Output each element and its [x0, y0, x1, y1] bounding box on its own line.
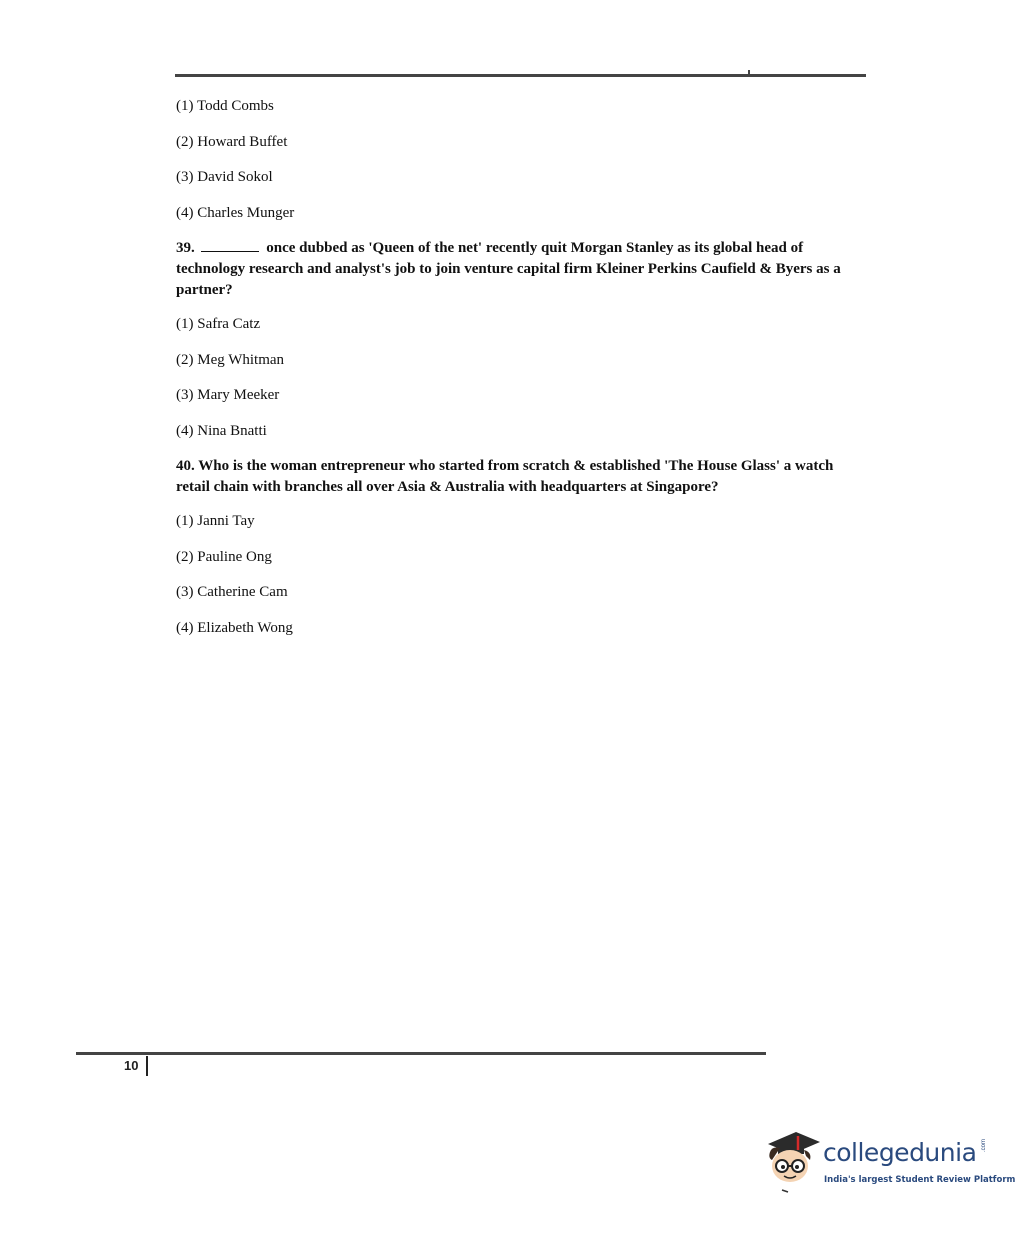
- header-rule: [175, 74, 866, 77]
- logo-wordmark: collegedunia: [823, 1138, 977, 1167]
- option-david-sokol: (3) David Sokol: [176, 169, 273, 185]
- option-howard-buffet: (2) Howard Buffet: [176, 133, 288, 150]
- logo-dotcom: .com: [981, 1138, 987, 1152]
- student-mascot-icon: [762, 1126, 822, 1194]
- q39-option-1: (1) Safra Catz: [176, 316, 261, 332]
- footer-rule: [76, 1052, 766, 1055]
- question-39-number: 39.: [176, 240, 195, 256]
- q39-option-4: (4) Nina Bnatti: [176, 422, 267, 439]
- question-40: 40. Who is the woman entrepreneur who started from scratch & established 'The House Glass' a watch retail chain with branches all over Asia & Australia with headquarters at Singapore?: [176, 458, 834, 495]
- question-39-blank: [201, 239, 259, 252]
- option-charles-munger: (4) Charles Munger: [176, 204, 295, 221]
- question-content: [176, 96, 856, 653]
- q40-option-3: (3) Catherine Cam: [176, 584, 288, 600]
- question-39-text: once dubbed as 'Queen of the net' recently quit Morgan Stanley as its global head of technology research and analyst's job to join venture capital firm Kleiner Perkins Caufield & Byers as a partner?: [176, 240, 841, 298]
- header-rule-tick: [748, 70, 750, 75]
- collegedunia-logo: [762, 1126, 1016, 1196]
- q40-option-1: (1) Janni Tay: [176, 513, 255, 529]
- logo-tagline: India's largest Student Review Platform: [824, 1175, 1016, 1185]
- q39-option-3: (3) Mary Meeker: [176, 387, 280, 403]
- q40-option-2: (2) Pauline Ong: [176, 548, 272, 565]
- option-todd-combs: (1) Todd Combs: [176, 98, 274, 114]
- page-number-divider: [146, 1056, 148, 1076]
- q40-option-4: (4) Elizabeth Wong: [176, 619, 293, 636]
- question-39: [176, 238, 856, 301]
- q39-option-2: (2) Meg Whitman: [176, 351, 285, 368]
- page-number: 10: [124, 1058, 139, 1073]
